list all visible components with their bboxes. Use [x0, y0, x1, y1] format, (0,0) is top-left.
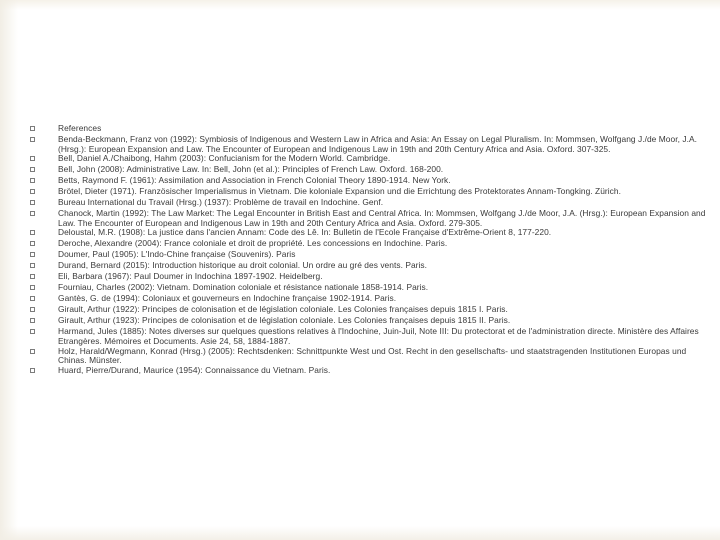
reference-text: Benda-Beckmann, Franz von (1992): Symbiosis of Indigenous and Western Law in Africa and Asia: An Essay on Legal Pluralism. In: Mommsen, Wolfgang J./de Moor, J.A. (Hrsg.): European Expansion and Law. The Encounter of European and Indigenous Law in 19th and 20th Century Africa and Asia. Oxford. 307-325.: [58, 134, 697, 154]
square-bullet-icon: [30, 199, 58, 209]
square-bullet-icon: [30, 155, 58, 165]
reference-text: Fourniau, Charles (2002): Vietnam. Domination coloniale et résistance nationale 1858-1914. Paris.: [58, 282, 429, 293]
reference-item: [30, 347, 706, 366]
square-bullet-icon: [30, 348, 58, 358]
reference-text: Girault, Arthur (1923): Principes de colonisation et de législation coloniale. Les Colonies françaises depuis 1815 II. Paris.: [58, 315, 511, 326]
square-outline-icon: [30, 241, 35, 246]
square-bullet-icon: [30, 166, 58, 176]
reference-text: Brötel, Dieter (1971). Französischer Imperialismus in Vietnam. Die koloniale Expansion und die Errichtung des Protektorates Annam-Tongking. Zürich.: [58, 186, 621, 197]
reference-text: Durand, Bernard (2015): Introduction historique au droit colonial. Un ordre au gré des vents. Paris.: [58, 260, 428, 271]
square-bullet-icon: [30, 262, 58, 272]
square-outline-icon: [30, 318, 35, 323]
square-bullet-icon: [30, 328, 58, 338]
square-outline-icon: [30, 156, 35, 161]
square-bullet-icon: [30, 240, 58, 250]
square-outline-icon: [30, 285, 35, 290]
reference-text: Huard, Pierre/Durand, Maurice (1954): Connaissance du Vietnam. Paris.: [58, 364, 331, 375]
square-outline-icon: [30, 296, 35, 301]
square-bullet-icon: [30, 177, 58, 187]
square-bullet-icon: [30, 306, 58, 316]
square-outline-icon: [30, 200, 35, 205]
square-outline-icon: [30, 368, 35, 373]
square-outline-icon: [30, 189, 35, 194]
reference-text: Bell, Daniel A./Chaibong, Hahm (2003): Confucianism for the Modern World. Cambridge.: [58, 153, 391, 164]
reference-text: Harmand, Jules (1885): Notes diverses sur quelques questions relatives à l'Indochine, Juin-Juil, Note III: Du protectorat et de l'administration directe. Ministère des Affaires Etrangères. Mémoires et Documents. Asie 24, 58, 1884-1887.: [58, 326, 699, 346]
square-bullet-icon: [30, 273, 58, 283]
square-bullet-icon: [30, 251, 58, 261]
square-bullet-icon: [30, 188, 58, 198]
square-bullet-icon: [30, 284, 58, 294]
square-outline-icon: [30, 349, 35, 354]
square-bullet-icon: [30, 367, 58, 377]
reference-text: Eli, Barbara (1967): Paul Doumer in Indochina 1897-1902. Heidelberg.: [58, 271, 323, 282]
reference-item: [30, 366, 706, 377]
reference-item: [30, 135, 706, 154]
reference-text: Deloustal, M.R. (1908): La justice dans l'ancien Annam: Code des Lê. In: Bulletin de l'Ecole Française d'Extrême-Orient 8, 177-220.: [58, 227, 552, 238]
top-texture-band: [0, 0, 720, 10]
square-outline-icon: [30, 230, 35, 235]
square-bullet-icon: [30, 229, 58, 239]
reference-text: Doumer, Paul (1905): L'Indo-Chine française (Souvenirs). Paris: [58, 249, 296, 260]
square-bullet-icon: [30, 136, 58, 146]
square-bullet-icon: [30, 295, 58, 305]
square-outline-icon: [30, 252, 35, 257]
square-outline-icon: [30, 263, 35, 268]
square-outline-icon: [30, 167, 35, 172]
square-bullet-icon: [30, 210, 58, 220]
bottom-texture-band: [0, 526, 720, 540]
square-outline-icon: [30, 307, 35, 312]
left-texture-band: [0, 0, 18, 540]
reference-text: Bureau International du Travail (Hrsg.) (1937): Problème de travail en Indochine. Genf.: [58, 197, 384, 208]
reference-text: Bell, John (2008): Administrative Law. In: Bell, John (et al.): Principles of French Law. Oxford. 168-200.: [58, 164, 444, 175]
square-bullet-icon: [30, 317, 58, 327]
square-outline-icon: [30, 178, 35, 183]
square-bullet-icon: [30, 125, 58, 135]
square-outline-icon: [30, 329, 35, 334]
references-title: References: [58, 123, 102, 133]
reference-text: Deroche, Alexandre (2004): France coloniale et droit de propriété. Les concessions en Indochine. Paris.: [58, 238, 448, 249]
reference-text: Holz, Harald/Wegmann, Konrad (Hrsg.) (2005): Rechtsdenken: Schnittpunkte West und Ost. Recht in den gesellschafts- und staatstragenden Institutionen Europas und Chinas. Münster.: [58, 345, 687, 366]
reference-item: [30, 327, 706, 346]
square-outline-icon: [30, 126, 35, 131]
square-outline-icon: [30, 137, 35, 142]
reference-text: Girault, Arthur (1922): Principes de colonisation et de législation coloniale. Les Colonies françaises depuis 1815 I. Paris.: [58, 304, 508, 315]
reference-text: Chanock, Martin (1992): The Law Market: The Legal Encounter in British East and Central Africa. In: Mommsen, Wolfgang J./de Moor, J.A. (Hrsg.): European Expansion and Law. The Encounter of European and Indigenous Law in 19th and 20th Century Africa and Asia. Oxford. 279-305.: [58, 208, 706, 228]
square-outline-icon: [30, 211, 35, 216]
reference-list: [30, 124, 706, 377]
reference-text: Gantès, G. de (1994): Coloniaux et gouverneurs en Indochine française 1902-1914. Paris.: [58, 293, 397, 304]
square-outline-icon: [30, 274, 35, 279]
reference-text: Betts, Raymond F. (1961): Assimilation and Association in French Colonial Theory 1890-1914. New York.: [58, 175, 451, 186]
reference-item: [30, 209, 706, 228]
